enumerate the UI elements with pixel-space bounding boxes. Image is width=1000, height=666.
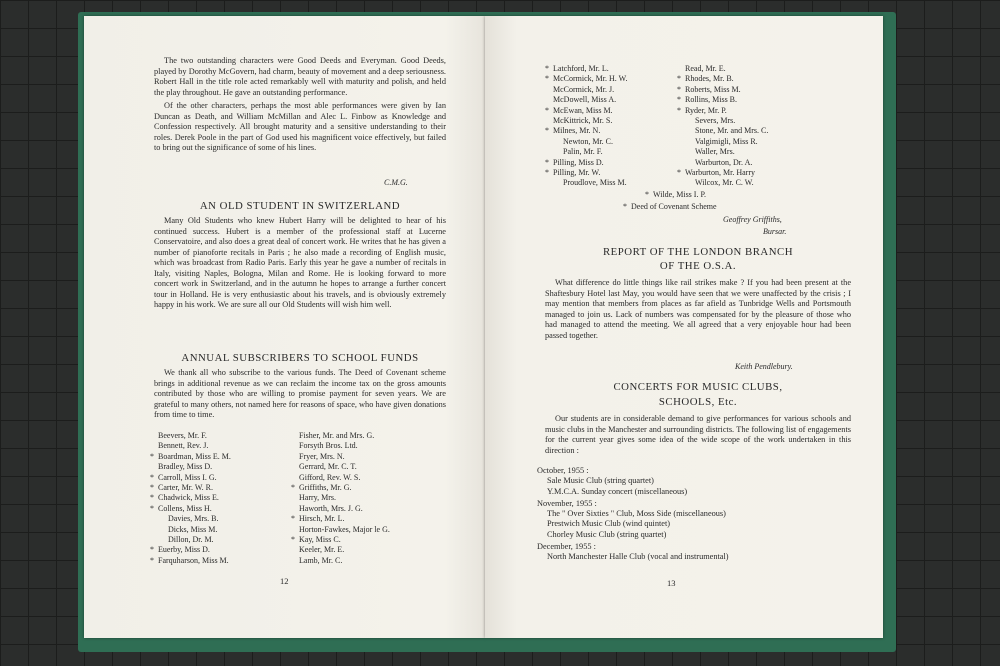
list-item: McKittrick, Mr. S. — [553, 116, 613, 126]
list-item: * Rhodes, Mr. B. — [685, 74, 768, 84]
bursar-title: Bursar. — [763, 227, 787, 236]
london-text: What difference do little things like rail strikes make ? If you had been present at the Shaftesbury Hotel last May, you would have seen that we were unaffected by the crisis ; I may mention that members from places as far afield as Tunbridge Wells and Portsmouth managed to join us. Lack of numbers was compensated for by the pleasure of those who had managed to attend the meeting. We all agreed that a very enjoyable hour had been passed together. — [545, 278, 851, 340]
engagement-item: Sale Music Club (string quartet) — [547, 476, 654, 486]
engagement-item: Chorley Music Club (string quartet) — [547, 529, 667, 539]
list-item: Bradley, Miss D. — [158, 462, 213, 472]
list-item: * Wilde, Miss I. P. — [653, 190, 706, 200]
covenant-note — [631, 202, 717, 212]
engagement-item: Y.M.C.A. Sunday concert (miscellaneous) — [547, 486, 688, 496]
list-item: * Roberts, Miss M. — [685, 85, 768, 95]
list-item: Forsyth Bros. Ltd. — [299, 441, 358, 451]
subscribers-heading: ANNUAL SUBSCRIBERS TO SCHOOL FUNDS — [181, 352, 419, 364]
list-item: * Chadwick, Miss E. — [158, 493, 231, 503]
list-item: Dillon, Dr. M. — [168, 535, 214, 545]
intro-signature: C.M.G. — [384, 178, 408, 187]
switzerland-text: Many Old Students who knew Hubert Harry will be delighted to hear of his continued success. Hubert is a member of the professional staff at Lucerne Conservatoire, and also does a great deal of concert work. He writes that he has given a number of pianoforte recitals in Paris ; he also made a recording of English music, which was broadcast from Radio Paris. Early this year he gave a number of recitals in Italy, visiting Naples, Bologna, Milan and Rome. He is looking forward to more concert work in Switzerland, and in the autumn he hopes to arrange a further concert tour in Holland. He is very enthusiastic about his travels, and is obviously extremely happy in his work. We are sure all our Old Students will wish him well. — [154, 216, 446, 309]
list-item: Wilcox, Mr. C. W. — [695, 178, 754, 188]
list-item: Haworth, Mrs. J. G. — [299, 503, 363, 513]
london-signature: Keith Pendlebury. — [735, 362, 793, 371]
engagement-item: The " Over Sixties " Club, Moss Side (miscellaneous) — [547, 509, 726, 519]
concerts-section — [545, 414, 851, 456]
list-item: * McCormick, Mr. H. W. — [553, 74, 627, 84]
subscriber-list-left-1 — [158, 431, 231, 566]
engagement-item: Prestwich Music Club (wind quintet) — [547, 519, 671, 529]
list-item: Gifford, Rev. W. S. — [299, 472, 361, 482]
list-item: * Rollins, Miss B. — [685, 95, 768, 105]
page-number: 12 — [280, 576, 289, 586]
subscriber-last-entry — [653, 190, 706, 200]
covenant-note-text: * Deed of Covenant Scheme — [631, 202, 717, 212]
list-item: Gerrard, Mr. C. T. — [299, 462, 357, 472]
month-december: December, 1955 : — [537, 542, 596, 552]
list-item: Bennett, Rev. J. — [158, 441, 209, 451]
london-heading-line-2: OF THE O.S.A. — [659, 260, 737, 272]
list-item: Horton-Fawkes, Major le G. — [299, 524, 390, 534]
list-item: * Farquharson, Miss M. — [158, 556, 231, 566]
intro-paragraph-2: Of the other characters, perhaps the most able performances were given by Ian Duncan as Death, and William McMillan and Alec L. Finbow as Knowledge and Confession respectively. All brought maturity and a sensitive understanding to their roles. Derek Poole in the part of God used his magnificent voice effectively, but failed to bring out the significance of some of his lines. — [154, 101, 446, 152]
list-item: * Pilling, Mr. W. — [553, 168, 627, 178]
month-october: October, 1955 : — [537, 466, 589, 475]
subscribers-section — [154, 368, 446, 421]
list-item: Warburton, Dr. A. — [695, 157, 753, 167]
list-item: McDowell, Miss A. — [553, 95, 617, 105]
list-item: * Euerby, Miss D. — [158, 545, 231, 555]
list-item: Davies, Mrs. B. — [168, 514, 219, 524]
list-item: * Milnes, Mr. N. — [553, 126, 627, 136]
intro-paragraph-1: The two outstanding characters were Good Deeds and Everyman. Good Deeds, played by Dorothy McGovern, had charm, beauty of movement and a deep seriousness. Robert Hall in the title role acted remarkably well with maturity and polish, and held the play throughout. He gave an outstanding performance. — [154, 56, 446, 97]
list-item: Palin, Mr. F. — [563, 147, 603, 157]
engagement-item: North Manchester Halle Club (vocal and instrumental) — [547, 552, 729, 562]
list-item: Stone, Mr. and Mrs. C. — [695, 126, 769, 136]
list-item: * Griffiths, Mr. G. — [299, 483, 390, 493]
list-item: * Kay, Miss C. — [299, 535, 390, 545]
list-item: Waller, Mrs. — [695, 147, 735, 157]
switzerland-heading: AN OLD STUDENT IN SWITZERLAND — [199, 200, 401, 212]
intro-section — [154, 56, 446, 154]
switzerland-section — [154, 216, 446, 311]
subscriber-list-right-2 — [685, 64, 768, 189]
subscriber-list-left-2 — [299, 431, 390, 566]
list-item: Beevers, Mr. F. — [158, 431, 207, 440]
subscribers-text: We thank all who subscribe to the various funds. The Deed of Covenant scheme brings in additional revenue as we can reclaim the income tax on the gross amounts contributed by those who are willing to promise payment for seven years. We are grateful to many others, not named here for reasons of space, who have given donations from time to time. — [154, 368, 446, 419]
list-item: Fisher, Mr. and Mrs. G. — [299, 431, 375, 440]
subscriber-list-right-1 — [553, 64, 627, 189]
list-item: * Carter, Mr. W. R. — [158, 483, 231, 493]
list-item: * Ryder, Mr. P. — [685, 106, 768, 116]
list-item: Fryer, Mrs. N. — [299, 451, 345, 461]
list-item: Severs, Mrs. — [695, 116, 736, 126]
list-item: * Warburton, Mr. Harry — [685, 168, 768, 178]
list-item: Harry, Mrs. — [299, 493, 337, 503]
list-item: Lamb, Mr. C. — [299, 555, 343, 565]
list-item: * Latchford, Mr. L. — [553, 64, 627, 74]
list-item: * Hirsch, Mr. L. — [299, 514, 390, 524]
page-number: 13 — [667, 578, 676, 588]
bursar-name: Geoffrey Griffiths, — [723, 215, 782, 224]
list-item: * Collens, Miss H. — [158, 504, 231, 514]
list-item: * Boardman, Miss E. M. — [158, 452, 231, 462]
concerts-heading-line-1: CONCERTS FOR MUSIC CLUBS, — [613, 381, 783, 393]
list-item: Keeler, Mr. E. — [299, 545, 345, 555]
left-page — [84, 16, 485, 638]
list-item: Valgimigli, Miss R. — [695, 136, 758, 146]
concerts-heading-line-2: SCHOOLS, Etc. — [658, 396, 738, 408]
month-november: November, 1955 : — [537, 498, 597, 508]
engagement-list — [537, 466, 729, 563]
list-item: * Carroll, Miss I. G. — [158, 473, 231, 483]
list-item: Proudlove, Miss M. — [563, 178, 627, 188]
list-item: McCormick, Mr. J. — [553, 84, 615, 94]
concerts-text: Our students are in considerable demand to give performances for various schools and music clubs in the Manchester and surrounding districts. The following list of engagements for the current year gives some idea of the wide scope of the work undertaken in this direction : — [545, 414, 851, 455]
london-section — [545, 278, 851, 341]
right-page — [485, 16, 883, 638]
list-item: * McEwan, Miss M. — [553, 106, 627, 116]
list-item: * Pilling, Miss D. — [553, 158, 627, 168]
london-heading-line-1: REPORT OF THE LONDON BRANCH — [602, 246, 794, 258]
list-item: Read, Mr. E. — [685, 64, 726, 73]
list-item: Newton, Mr. C. — [563, 136, 613, 146]
list-item: Dicks, Miss M. — [168, 524, 218, 534]
